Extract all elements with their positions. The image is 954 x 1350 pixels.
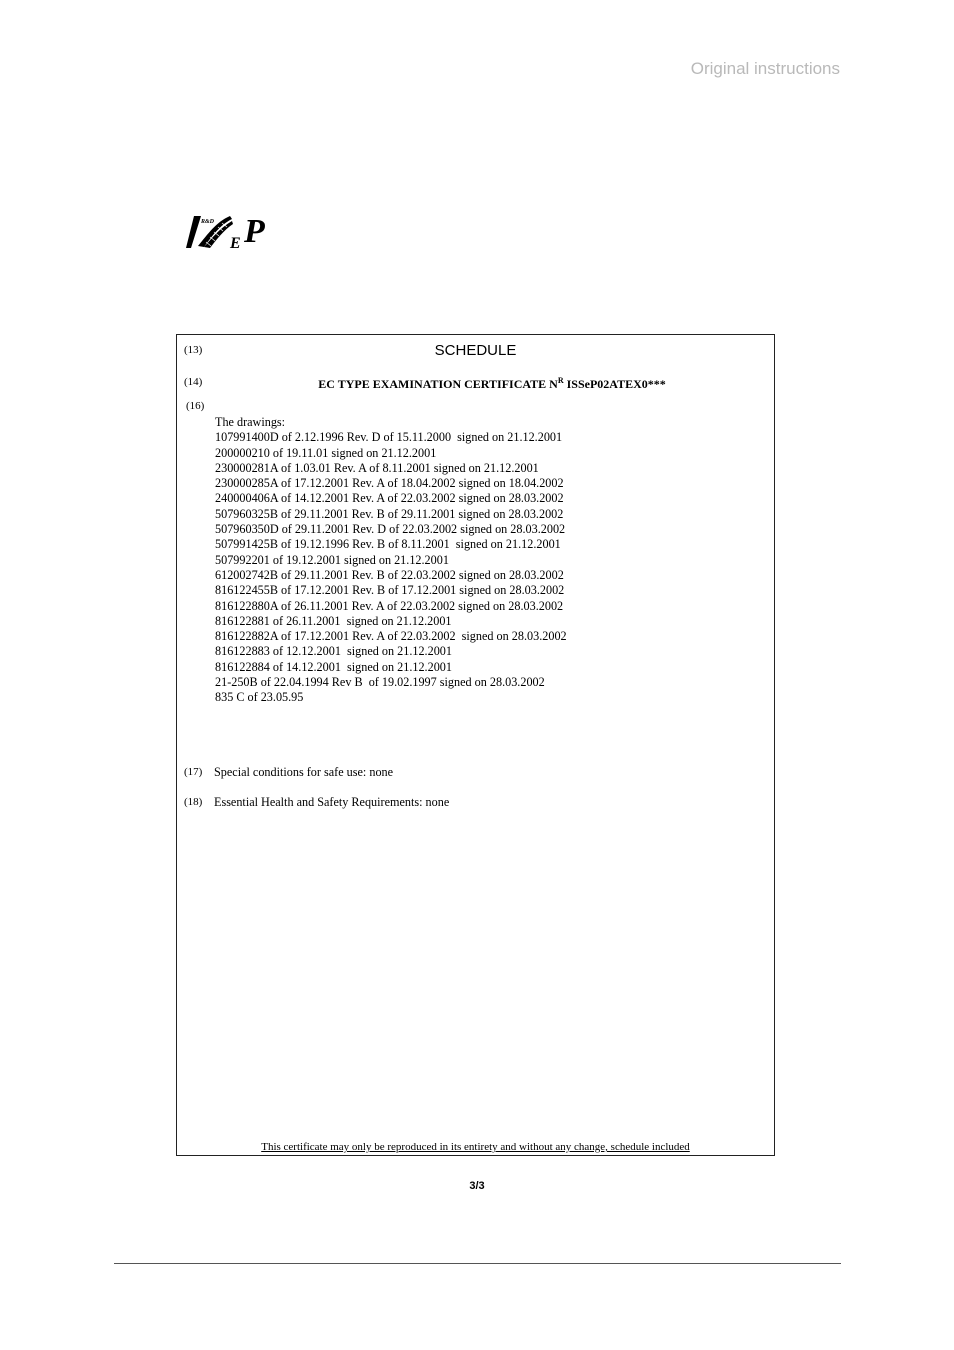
- page-number: 3/3: [469, 1180, 485, 1192]
- original-instructions-note: Original instructions: [690, 59, 840, 78]
- drawing-item: 230000281A of 1.03.01 Rev. A of 8.11.2001 signed on 21.12.2001: [215, 460, 539, 475]
- drawing-item: 200000210 of 19.11.01 signed on 21.12.2001: [215, 445, 437, 460]
- section-number-16: (16): [186, 400, 205, 412]
- drawing-item: 816122883 of 12.12.2001 signed on 21.12.2001: [215, 644, 452, 659]
- ec-certificate-title: [217, 376, 767, 392]
- drawing-item: 835 C of 23.05.95: [215, 690, 304, 705]
- drawing-item: 816122881 of 26.11.2001 signed on 21.12.2001: [215, 613, 452, 628]
- logo-p-text: P: [244, 213, 265, 250]
- drawing-item: 107991400D of 2.12.1996 Rev. D of 15.11.2000 signed on 21.12.2001: [215, 430, 563, 445]
- drawing-item: 612002742B of 29.11.2001 Rev. B of 22.03.2002 signed on 28.03.2002: [215, 567, 564, 582]
- isep-logo-icon: [186, 212, 288, 252]
- schedule-title: SCHEDULE: [434, 342, 517, 359]
- section-number-17: (17): [184, 766, 203, 778]
- ec-certificate-title-text: EC TYPE EXAMINATION CERTIFICATE N: [318, 377, 558, 391]
- drawing-item: 816122882A of 17.12.2001 Rev. A of 22.03.2002 signed on 28.03.2002: [215, 629, 567, 644]
- ec-certificate-superscript: R: [557, 376, 564, 385]
- drawing-item: 507992201 of 19.12.2001 signed on 21.12.2001: [215, 552, 449, 567]
- section-number-14: (14): [184, 376, 203, 388]
- section-number-13: (13): [184, 344, 203, 356]
- section-number-18: (18): [184, 796, 203, 808]
- bottom-divider: [114, 1263, 841, 1264]
- certificate-schedule-frame: [176, 334, 775, 1156]
- drawing-item: 507960325B of 29.11.2001 Rev. B of 29.11.2001 signed on 28.03.2002: [215, 506, 564, 521]
- drawing-item: 507960350D of 29.11.2001 Rev. D of 22.03.2002 signed on 28.03.2002: [215, 522, 566, 537]
- drawings-list: [215, 415, 567, 706]
- drawing-item: 240000406A of 14.12.2001 Rev. A of 22.03.2002 signed on 28.03.2002: [215, 491, 564, 506]
- drawing-item: 230000285A of 17.12.2001 Rev. A of 18.04.2002 signed on 18.04.2002: [215, 476, 564, 491]
- drawing-item: 816122880A of 26.11.2001 Rev. A of 22.03.2002 signed on 28.03.2002: [215, 598, 564, 613]
- reproduction-notice: This certificate may only be reproduced in its entirety and without any change, schedule included: [261, 1141, 690, 1153]
- drawing-item: 21-250B of 22.04.1994 Rev B of 19.02.1997 signed on 28.03.2002: [215, 675, 545, 690]
- requirements-text: Essential Health and Safety Requirements: none: [214, 795, 450, 809]
- logo-e-text: E: [230, 235, 241, 252]
- drawing-item: 507991425B of 19.12.1996 Rev. B of 8.11.2001 signed on 21.12.2001: [215, 537, 561, 552]
- ec-certificate-id: ISSeP02ATEX0***: [566, 377, 666, 391]
- special-conditions-text: Special conditions for safe use: none: [214, 765, 394, 779]
- drawings-heading: The drawings:: [215, 415, 286, 429]
- drawing-item: 816122884 of 14.12.2001 signed on 21.12.2001: [215, 659, 452, 674]
- logo-rd-text: R&D: [201, 219, 215, 225]
- drawing-item: 816122455B of 17.12.2001 Rev. B of 17.12.2001 signed on 28.03.2002: [215, 583, 565, 598]
